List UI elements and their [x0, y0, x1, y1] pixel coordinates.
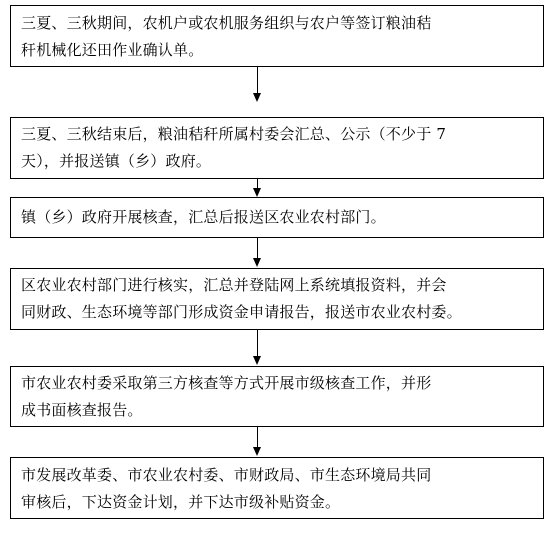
flow-step-6-line-2: 审核后，下达资金计划，并下达市级补贴资金。 — [21, 493, 341, 511]
flow-step-1-line-2: 秆机械化还田作业确认单。 — [21, 41, 204, 59]
flow-arrow-2 — [253, 179, 262, 197]
flow-arrow-5 — [253, 427, 262, 456]
flow-step-4-line-2: 同财政、生态环境等部门形成资金申请报告，报送市农业农村委。 — [21, 303, 462, 321]
flow-step-3 — [10, 197, 544, 238]
flow-step-5 — [10, 366, 544, 427]
flow-step-3-line-1: 镇（乡）政府开展核查，汇总后报送区农业农村部门。 — [21, 208, 386, 226]
flow-step-4 — [10, 268, 544, 330]
flow-step-1 — [10, 5, 544, 67]
flow-step-6 — [10, 457, 544, 519]
flow-step-2-line-2: 天），并报送镇（乡）政府。 — [21, 152, 212, 170]
flow-step-4-line-1: 区农业农村部门进行核实，汇总并登陆网上系统填报资料，并会 — [21, 276, 447, 294]
flow-step-6-line-1: 市发展改革委、市农业农村委、市财政局、市生态环境局共同 — [21, 466, 432, 484]
flow-step-2-line-1: 三夏、三秋结束后，粮油秸秆所属村委会汇总、公示（不少于 7 — [21, 125, 447, 143]
flow-arrow-1 — [253, 67, 262, 102]
flow-arrow-4 — [253, 330, 262, 365]
flow-step-2 — [10, 117, 544, 179]
flow-step-5-line-2: 成书面核查报告。 — [21, 401, 143, 419]
flow-step-1-line-1: 三夏、三秋期间，农机户或农机服务组织与农户等签订粮油秸 — [21, 14, 432, 32]
flow-arrow-3 — [253, 238, 262, 267]
flow-step-5-line-1: 市农业农村委采取第三方核查等方式开展市级核查工作，并形 — [21, 374, 432, 392]
